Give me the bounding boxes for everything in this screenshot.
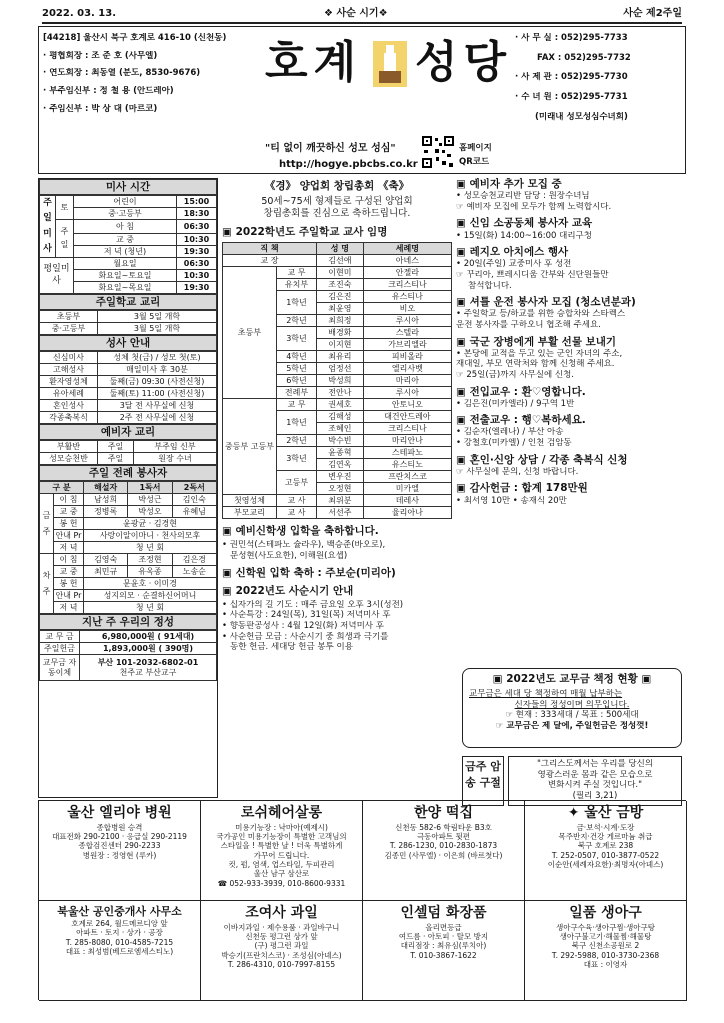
verse-line: (필리 3,21) (572, 790, 618, 801)
server-role: 안내 Pr (54, 530, 84, 542)
ad-line: 북구 신천소공원로 2 (571, 941, 640, 951)
teacher-role: 고등부 (277, 471, 317, 495)
server-name: 정병록 (84, 506, 128, 518)
teacher-table (222, 242, 452, 519)
offering-amount: 6,980,000원 ( 91세대) (80, 631, 217, 643)
teacher-baptism: 크리스티나 (363, 423, 451, 435)
notice-line: • 본당에 교적을 두고 있는 군인 자녀의 주소, (456, 348, 623, 359)
server-name: 조정현 (128, 554, 172, 566)
ad-line: 대리점장 : 최유심(루치아) (400, 941, 487, 951)
ad-line: 금·보석·시계·도장 (576, 822, 635, 832)
ad-name: 조여사 과일 (245, 905, 318, 921)
ad-line: 국가공인 미용기능장이 특별한 고객님의 (216, 831, 347, 841)
ads-grid (38, 800, 686, 1000)
teacher-role: 교 무 (277, 399, 317, 411)
server-name: 노송순 (172, 566, 216, 578)
server-role: 교 중 (54, 566, 84, 578)
notice-title: ▣ 전입교우 : 환♡영합니다. (456, 385, 586, 398)
teacher-role: 교 사 (277, 495, 317, 507)
sacrament-name: 환자영성체 (40, 376, 98, 388)
ad-line: 박승기(프란치스코) · 조성심(아녜스) (221, 950, 342, 960)
anniversary-text: 창립총회를 진심으로 축하드립니다. (263, 208, 411, 219)
servers-head: 해설자 (84, 482, 128, 494)
ad-fruit[interactable] (201, 901, 363, 1001)
ad-line: 생아구불고기·해물찜·해물탕 (559, 931, 652, 941)
header-left-info (43, 33, 263, 114)
server-role: 안내 Pr (54, 590, 84, 602)
teacher-name: 김선애 (317, 255, 364, 267)
teacher-baptism: 스테파노 (363, 447, 451, 459)
teacher-name: 조진숙 (317, 279, 364, 291)
newcomer-title: ▣ 예비신학생 입학을 축하합니다. (222, 525, 379, 537)
anniversary-title: 《경》 양업회 창립총회 《축》 (264, 180, 410, 192)
ad-line: 호계로 264, 월드메르디앙 앞 (71, 918, 168, 928)
saturday-label: 토 (56, 196, 74, 220)
parish-url[interactable]: http://hogye.pbcbs.co.kr (279, 159, 418, 170)
teacher-name: 최희정 (317, 315, 364, 327)
teacher-baptism: 크리스티나 (363, 279, 451, 291)
notice-line: • 20일(주일) 교중미사 후 성전 (456, 259, 572, 270)
notice-title: ▣ 신임 소공동체 봉사자 교육 (456, 217, 593, 230)
teacher-baptism: 스텔라 (363, 327, 451, 339)
ad-line: 신천동 평그런 상가 앞 (245, 931, 318, 941)
notice-line: • 성모승천교리반 담당 : 원장수녀님 (456, 191, 590, 202)
sacrament-name: 혼인성사 (40, 400, 98, 412)
sacrament-info: 2주 전 사무실에 신청 (98, 412, 217, 424)
newcomer-line: • 권민석(스테파노 슐라우), 백승준(바오로), (222, 540, 386, 551)
ad-line: 올리면등급 (425, 922, 462, 932)
ad-hospital[interactable] (39, 801, 201, 901)
teacher-role: 전례부 (277, 387, 317, 399)
teacher-name: 배경화 (317, 327, 364, 339)
notice-line: • 최서영 10만 • 송재식 20만 (456, 495, 567, 506)
mass-name: 화요일~토요일 (74, 270, 177, 282)
server-name: 성지의모 · 순결하신어머니 (84, 590, 217, 602)
lent-title: ▣ 2022년도 사순시기 안내 (222, 584, 354, 597)
notice-line: ☞ 사무실에 문의, 신청 바랍니다. (456, 466, 579, 477)
season-label: ❖ 사순 시기❖ (324, 8, 388, 19)
ad-line: 대표 : 최성범(베드로엠세스티노) (65, 946, 174, 956)
mass-time: 15:00 (177, 196, 217, 208)
mass-time: 10:30 (177, 234, 217, 246)
sunday-label: 주일 (56, 220, 74, 258)
teacher-name: 변우진 (317, 471, 364, 483)
teacher-baptism: 엘리사벳 (363, 363, 451, 375)
sacrament-info: 매일미사 후 30분 (98, 364, 217, 376)
teacher-baptism: 마리아 (363, 375, 451, 387)
teacher-name: 윤종혁 (317, 447, 364, 459)
tithe-line: ☞ 현재 : 333세대 / 목표 : 500세대 (505, 710, 639, 721)
teacher-baptism: 안젤라 (363, 267, 451, 279)
offering-amount: 1,893,000원 ( 390명) (80, 643, 217, 655)
teacher-name: 김은진 (317, 291, 364, 303)
this-week-label: 금주 (40, 494, 54, 554)
sunday-mass-label: 주일미사 (40, 196, 56, 258)
ad-cosmetics[interactable] (363, 901, 525, 1001)
sacrament-info: 성체 첫(금) / 성모 첫(토) (98, 352, 217, 364)
pastor: · 주임신부 : 박 상 대 (마르코) (43, 103, 158, 114)
ad-name: ✦ 울산 금방 (567, 805, 644, 821)
middle-high-label: 중등부 고등부 (223, 399, 277, 495)
top-strip (42, 6, 682, 24)
lent-line: • 사순헌금 모금 : 사순시기 중 희생과 극기를 (222, 631, 389, 642)
ad-line: 여드름 · 아토피 · 탈모 방지 (398, 931, 489, 941)
notice-line: ☞ 25일(금)까지 사무실에 신청. (456, 369, 574, 380)
notice-title: ▣ 감사헌금 : 합계 178만원 (456, 482, 588, 495)
verse-label: 금주 암송 구절 (462, 756, 504, 806)
teacher-baptism: 마리안나 (363, 435, 451, 447)
teacher-baptism: 율리아나 (363, 507, 451, 519)
teacher-name: 엄정선 (317, 363, 364, 375)
servers-head: 2독서 (172, 482, 216, 494)
notice-title: ▣ 레지오 아치에스 행사 (456, 246, 569, 259)
mass-name: 아 침 (74, 220, 177, 234)
qr-code-icon[interactable] (421, 135, 455, 169)
seminary-title: ▣ 신학원 입학 축하 : 주보순(미리아) (222, 567, 396, 580)
mass-times-table (39, 195, 217, 294)
ad-line: 이순안(세례자요한)·최명자(아녜스) (547, 860, 664, 869)
anniversary-text: 50세~75세 형제들로 구성된 양업회 (261, 196, 413, 208)
teacher-head: 성 명 (317, 243, 364, 255)
server-name: 김은경 (172, 554, 216, 566)
teacher-role: 1학년 (277, 411, 317, 435)
mass-time: 18:30 (177, 208, 217, 220)
catechism-table (39, 440, 217, 465)
teacher-baptism: 가브리엘라 (363, 339, 451, 351)
offering-table (39, 630, 217, 681)
notice-line: ☞ 예비자 모집에 모두가 함께 노력합시다. (456, 201, 612, 212)
associate-priest: · 부주임신부 : 정 철 용 (안드레아) (43, 85, 174, 96)
week-label: 사순 제2주일 (623, 8, 682, 19)
teacher-name: 김해성 (317, 411, 364, 423)
newcomer-line: 문성현(사도요한), 이해원(요셉) (230, 550, 348, 561)
notice-title: ▣ 셔틀 운전 봉사자 모집 (청소년분과) (456, 296, 636, 309)
school-date: 3월 5일 개학 (98, 311, 217, 323)
teacher-name: 서선주 (317, 507, 364, 519)
catechism-title: 예비자 교리 (39, 424, 217, 440)
teacher-name: 전안나 (317, 387, 364, 399)
teacher-dept: 첫영성체 (223, 495, 277, 507)
school-table (39, 310, 217, 335)
church-statue-icon (373, 41, 407, 87)
mass-time: 19:30 (177, 282, 217, 294)
class-day: 주일 (98, 453, 134, 465)
offering-type: 교 무 금 (40, 631, 80, 643)
ad-line: 목주반지·건강 게르마늄 취급 (558, 831, 653, 841)
sacrament-info: 둘째(토) 11:00 (사전신청) (98, 388, 217, 400)
notice-title: ▣ 혼인·신앙 상담 / 각종 축복식 신청 (456, 453, 628, 466)
teacher-baptism: 루시아 (363, 387, 451, 399)
convent-name: (미래내 성모성심수녀회) (535, 111, 628, 122)
convent-phone: · 수 녀 원 : 052)295-7731 (515, 91, 628, 102)
rectory-phone: · 사 제 관 : 052)295-7730 (515, 72, 628, 83)
region-chair: · 연도회장 : 최동열 (분도, 8530-9676) (43, 68, 201, 79)
server-role: 봉 헌 (54, 578, 84, 590)
account-holder: 천주교 부산교구 (119, 667, 177, 677)
server-name: 문윤호 · 이미경 (84, 578, 217, 590)
mass-name: 중·고등부 (74, 208, 177, 220)
ad-line: 스타일을 ! 특별한 날 ! 더욱 특별하게 (220, 841, 343, 851)
ad-line: T. 292-5988, 010-3730-2368 (551, 950, 660, 960)
ad-line: 울산 남구 삼산로 (253, 869, 310, 879)
title-seongdang: 성당 (415, 37, 513, 88)
teacher-role: 유치부 (277, 279, 317, 291)
mass-time: 19:30 (177, 246, 217, 258)
teacher-role: 교 사 (277, 507, 317, 519)
ad-line: 미용기능장 : 낙마아(예제시) (235, 822, 328, 832)
ad-line: 종합병원 승격 (96, 822, 143, 832)
next-week-label: 차주 (40, 554, 54, 614)
tithe-line: 신자들의 정성이며 의무입니다. (514, 699, 630, 710)
teacher-name: 이지현 (317, 339, 364, 351)
sacrament-name: 각종축복식 (40, 412, 98, 424)
server-name: 유옥종 (128, 566, 172, 578)
qr-label-code: QR코드 (459, 157, 490, 167)
verse-line: "그리스도께서는 우리를 당신의 (536, 759, 654, 769)
teacher-role: 2학년 (277, 435, 317, 447)
notice-line: • 김은진(미카엘라) / 9구역 1반 (456, 398, 575, 409)
notice-line: • 15일(화) 14:00~16:00 대리구청 (456, 230, 592, 241)
server-name: 김인숙 (172, 494, 216, 506)
verse-line: 변화시켜 주실 것입니다." (547, 780, 643, 791)
ad-line: 병원장 : 정영현 (루카) (82, 850, 157, 860)
teacher-role: 3학년 (277, 327, 317, 351)
mass-time: 10:30 (177, 270, 217, 282)
sacrament-name: 유아세례 (40, 388, 98, 400)
server-name: 박성오 (128, 506, 172, 518)
class-day: 주일 (98, 441, 134, 453)
teacher-baptism: 데레사 (363, 495, 451, 507)
ad-line: ☎ 052-933-3939, 010-8600-9331 (217, 878, 346, 888)
server-role: 봉 헌 (54, 518, 84, 530)
sacrament-info: 둘째(금) 09:30 (사전신청) (98, 376, 217, 388)
teacher-name: 박수빈 (317, 435, 364, 447)
mass-name: 교 중 (74, 234, 177, 246)
mass-name: 저 녁 (청년) (74, 246, 177, 258)
teacher-role: 5학년 (277, 363, 317, 375)
lent-line: • 십자가의 길 기도 : 매주 금요일 오후 3시(성전) (222, 599, 404, 610)
teacher-appointment-title: ▣ 2022학년도 주일학교 교사 임명 (222, 225, 388, 238)
sacrament-table (39, 351, 217, 424)
teacher-baptism: 아녜스 (363, 255, 451, 267)
ad-name: 울산 엘리야 병원 (67, 805, 172, 821)
ad-line: T. 252-0507, 010-3877-0522 (551, 850, 660, 860)
notice-title: ▣ 예비자 추가 모집 중 (456, 178, 562, 190)
lent-line: 동한 헌금. 세대당 헌금 봉투 이용 (230, 642, 353, 653)
ad-line: T. 285-8080, 010-4585-7215 (65, 937, 174, 947)
header (38, 26, 686, 174)
server-role: 이 침 (54, 494, 84, 506)
sacrament-title: 성사 안내 (39, 335, 217, 351)
teacher-baptism: 미카엘 (363, 483, 451, 495)
server-name: 김영숙 (84, 554, 128, 566)
teacher-role: 1학년 (277, 291, 317, 315)
mass-time: 06:30 (177, 220, 217, 234)
sacrament-info: 3달 전 사무실에 신청 (98, 400, 217, 412)
lent-line: • 사순특강 : 24일(목), 31일(목) 저녁미사 후 (222, 610, 391, 621)
ad-name: 북울산 공인중개사 사무소 (57, 905, 182, 918)
teacher-dept: 부모교리 (223, 507, 277, 519)
teacher-name: 권세호 (317, 399, 364, 411)
server-name: 청 년 회 (84, 542, 217, 554)
ad-line: 북구 호계로 238 (577, 841, 634, 851)
office-phone: · 사 무 실 : 052)295-7733 (515, 33, 628, 43)
offering-title: 지난 주 우리의 정성 (39, 614, 217, 630)
notice-line: 참석합니다. (468, 280, 512, 291)
qr-label-homepage: 홈페이지 (459, 143, 492, 153)
ad-jewelry[interactable] (525, 801, 687, 901)
ad-line: (구) 평그런 과일 (254, 941, 309, 951)
header-contacts (515, 33, 683, 122)
teacher-role: 교 무 (277, 267, 317, 279)
teacher-baptism: 피비올라 (363, 351, 451, 363)
teacher-baptism: 프란치스코 (363, 471, 451, 483)
teacher-head: 세례명 (363, 243, 451, 255)
mass-name: 월요일 (74, 258, 177, 270)
server-role: 저 녁 (54, 602, 84, 614)
ad-line: 대표전화 290-2100 · 응급실 290-2119 (52, 831, 187, 841)
mass-name: 화요일~목요일 (74, 282, 177, 294)
left-column (38, 178, 218, 798)
tithe-title: ▣ 2022년도 교무금 책정 현황 ▣ (492, 673, 652, 685)
ad-line: 생아구수육·생아구찜·생아구탕 (556, 922, 655, 932)
ad-rice-cake[interactable] (363, 801, 525, 901)
notice-title: ▣ 국군 장병에게 부활 선물 보내기 (456, 335, 617, 348)
servers-head: 1독서 (128, 482, 172, 494)
title-hogye: 호계 (265, 37, 363, 88)
server-name: 사랑이알이마니 · 천사의모후 (84, 530, 217, 542)
notice-line: 재대일, 부모 연락처와 함께 신청해 주세요. (456, 359, 615, 370)
ad-name: 일품 생아구 (569, 905, 642, 921)
server-name: 박성근 (128, 494, 172, 506)
right-column (456, 178, 686, 801)
elementary-label: 초등부 (223, 267, 277, 399)
servers-head: 구 분 (40, 482, 84, 494)
school-title: 주일학교 교리 (39, 294, 217, 310)
mass-times-title: 미사 시간 (39, 179, 217, 195)
teacher-baptism: 유스티나 (363, 291, 451, 303)
teacher-name: 오정현 (317, 483, 364, 495)
ad-line: 종합검진센터 290-2233 (78, 841, 161, 851)
ad-line: 극동아파트 뒷편 (416, 831, 471, 841)
ad-realty[interactable] (39, 901, 201, 1001)
ad-line: 아파트 · 토지 · 상가 · 공장 (76, 928, 163, 938)
school-dept: 초등부 (40, 311, 98, 323)
lent-line: • 향동판공성사 : 4월 12일(화) 저녁미사 후 (222, 620, 384, 631)
server-role: 이 침 (54, 554, 84, 566)
motto: "티 없이 깨끗하신 성모 성심" (265, 143, 396, 154)
notice-list (456, 178, 686, 506)
class-teacher: 원장 수녀 (134, 453, 217, 465)
fax: FAX : 052)295-7732 (537, 52, 631, 63)
school-date: 3월 5일 개학 (98, 323, 217, 335)
verse-box (508, 756, 682, 806)
ad-line: 대표 : 이영자 (583, 960, 628, 969)
council-chair: · 평협회장 : 조 준 호 (사무엘) (43, 50, 158, 61)
teacher-baptism: 루시아 (363, 315, 451, 327)
class-name: 부활반 (40, 441, 98, 453)
teacher-name: 조혜인 (317, 423, 364, 435)
mass-time: 06:30 (177, 258, 217, 270)
teacher-head: 직 책 (223, 243, 317, 255)
tithe-line: ☞ 교무금은 제 달에, 주일헌금은 정성껏! (495, 721, 649, 731)
ad-line: 컷, 펌, 염색, 업스타일, 두피관리 (228, 860, 335, 869)
ad-line: 가꾸어 드립니다. (253, 850, 310, 860)
server-name: 최민규 (84, 566, 128, 578)
issue-date: 2022. 03. 13. (42, 8, 117, 19)
server-name: 윤광균 · 김경현 (84, 518, 217, 530)
address: [44218] 울산시 북구 호계로 416-10 (신천동) (43, 33, 227, 43)
teacher-role: 3학년 (277, 447, 317, 471)
mass-name: 어린이 (74, 196, 177, 208)
teacher-baptism: 대건안드레아 (363, 411, 451, 423)
teacher-name: 최유리 (317, 351, 364, 363)
teacher-name: 최윤영 (317, 303, 364, 315)
notice-title: ▣ 전출교우 : 행♡복하세요. (456, 414, 586, 427)
server-name: 청 년 회 (84, 602, 217, 614)
bank-account: 부산 101-2032-6802-01 (97, 657, 199, 667)
class-teacher: 부주임 신부 (134, 441, 217, 453)
teacher-baptism: 유스티노 (363, 459, 451, 471)
teacher-baptism: 비오 (363, 303, 451, 315)
server-role: 저 녁 (54, 542, 84, 554)
servers-table (39, 481, 217, 614)
ad-name: 한양 떡집 (414, 805, 473, 821)
notice-line: 운전 봉사자를 구하오니 협조해 주세요. (456, 319, 601, 330)
teacher-name: 이현미 (317, 267, 364, 279)
teacher-role: 교 장 (223, 255, 317, 267)
notice-line: ☞ 꾸리아, 쁘레시디움 간부와 신단원들만 (456, 269, 609, 280)
ad-line: T. 286-1230, 010-2830-1873 (389, 841, 498, 851)
notice-line: • 강철호(미카엘) / 인천 검암동 (456, 438, 572, 448)
server-role: 교 중 (54, 506, 84, 518)
teacher-name: 최위분 (317, 495, 364, 507)
ad-hair-salon[interactable] (201, 801, 363, 901)
teacher-role: 2학년 (277, 315, 317, 327)
ad-line: 김종민 (사무엘) · 이은희 (바르첫다) (384, 850, 503, 860)
teacher-role: 4학년 (277, 351, 317, 363)
teacher-name: 김연옥 (317, 459, 364, 471)
teacher-baptism: 안토니오 (363, 399, 451, 411)
server-name: 남성희 (84, 494, 128, 506)
ad-line: T. 286-4310, 010-7997-8155 (227, 960, 336, 969)
ad-line: 이바지과일 · 제수용품 · 과일바구니 (223, 922, 340, 932)
ad-name: 로쉬헤어살롱 (240, 805, 323, 821)
middle-column (222, 178, 452, 798)
class-name: 성모승천반 (40, 453, 98, 465)
teacher-name: 박성희 (317, 375, 364, 387)
school-dept: 중·고등부 (40, 323, 98, 335)
tithe-line: 교무금은 세대 당 책정하여 매월 납부하는 (469, 689, 623, 700)
notice-line: • 김순자(엘레나) / 부산 아송 (456, 427, 564, 438)
teacher-role: 6학년 (277, 375, 317, 387)
weekday-mass-label: 평일미사 (40, 258, 74, 294)
verse-line: 영광스러운 몸과 같은 모습으로 (537, 769, 653, 780)
auto-transfer-label: 교무금 자동이체 (40, 655, 80, 681)
offering-type: 주일헌금 (40, 643, 80, 655)
sacrament-name: 고해성사 (40, 364, 98, 376)
servers-title: 주일 전례 봉사자 (39, 465, 217, 481)
notice-line: • 주일학교 등/하교를 위한 승합차와 스타렉스 (456, 309, 626, 320)
sacrament-name: 신심미사 (40, 352, 98, 364)
ad-line: T. 010-3867-1622 (410, 950, 477, 960)
server-name: 유혜님 (172, 506, 216, 518)
tithe-box (462, 668, 682, 748)
ad-name: 인셀덤 화장품 (400, 905, 487, 921)
ad-monkfish[interactable] (525, 901, 687, 1001)
ad-line: 신천동 582-6 학림타운 B3호 (395, 822, 492, 832)
